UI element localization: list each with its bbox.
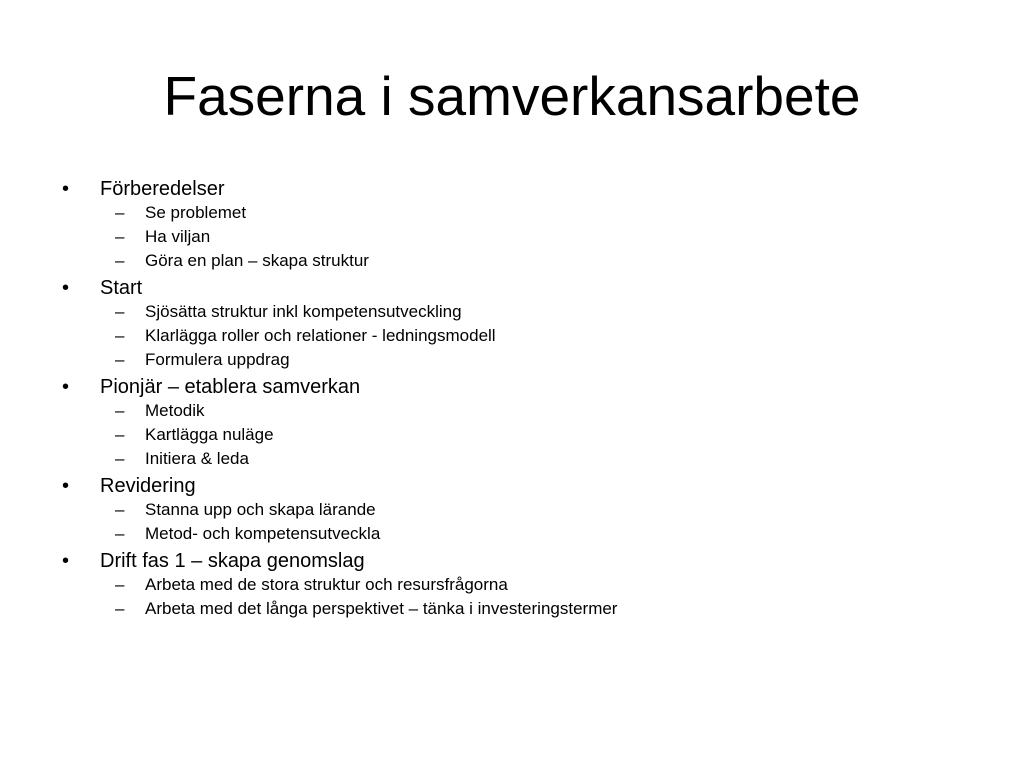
sub-marker: –: [115, 203, 125, 222]
sub-item: [100, 423, 962, 447]
bullet-marker: •: [62, 550, 70, 572]
sub-item: [100, 597, 962, 621]
sub-item: [100, 573, 962, 597]
sub-item: [100, 498, 962, 522]
sub-item-label: Arbeta med det långa perspektivet – tänka i investeringstermer: [145, 599, 618, 618]
sub-list: [100, 300, 962, 372]
sub-list: [100, 498, 962, 546]
bullet-label: Drift fas 1 – skapa genomslag: [100, 550, 365, 572]
sub-marker: –: [115, 251, 125, 270]
sub-list: [100, 573, 962, 621]
sub-item-label: Klarlägga roller och relationer - ledningsmodell: [145, 326, 496, 345]
sub-marker: –: [115, 401, 125, 420]
bullet-marker: •: [62, 376, 70, 398]
sub-marker: –: [115, 500, 125, 519]
bullet-marker: •: [62, 277, 70, 299]
bullet-marker: •: [62, 178, 70, 200]
sub-item-label: Metodik: [145, 401, 205, 420]
sub-marker: –: [115, 425, 125, 444]
sub-marker: –: [115, 302, 125, 321]
sub-item-label: Metod- och kompetensutveckla: [145, 524, 381, 543]
sub-item-label: Formulera uppdrag: [145, 350, 290, 369]
sub-marker: –: [115, 227, 125, 246]
bullet-label: Revidering: [100, 475, 196, 497]
sub-list: [100, 399, 962, 471]
sub-item: [100, 522, 962, 546]
sub-marker: –: [115, 575, 125, 594]
bullet-label: Pionjär – etablera samverkan: [100, 376, 361, 398]
bullet-item: [62, 276, 962, 372]
bullet-label: Start: [100, 277, 143, 299]
sub-marker: –: [115, 326, 125, 345]
sub-item: [100, 447, 962, 471]
sub-list: [100, 201, 962, 273]
sub-item-label: Se problemet: [145, 203, 247, 222]
sub-marker: –: [115, 350, 125, 369]
slide-title: Faserna i samverkansarbete: [163, 65, 861, 127]
sub-item: [100, 324, 962, 348]
sub-marker: –: [115, 524, 125, 543]
bullet-item: [62, 177, 962, 273]
bullet-list: [62, 177, 962, 621]
sub-item: [100, 348, 962, 372]
sub-item: [100, 249, 962, 273]
sub-item-label: Arbeta med de stora struktur och resursfrågorna: [145, 575, 508, 594]
sub-item-label: Göra en plan – skapa struktur: [145, 251, 369, 270]
sub-item-label: Sjösätta struktur inkl kompetensutveckling: [145, 302, 462, 321]
bullet-item: [62, 375, 962, 471]
sub-item: [100, 201, 962, 225]
sub-item: [100, 399, 962, 423]
bullet-marker: •: [62, 475, 70, 497]
sub-marker: –: [115, 599, 125, 618]
bullet-label: Förberedelser: [100, 178, 225, 200]
bullet-item: [62, 474, 962, 546]
sub-marker: –: [115, 449, 125, 468]
sub-item: [100, 225, 962, 249]
bullet-item: [62, 549, 962, 621]
sub-item: [100, 300, 962, 324]
sub-item-label: Initiera & leda: [145, 449, 249, 468]
sub-item-label: Kartlägga nuläge: [145, 425, 274, 444]
sub-item-label: Ha viljan: [145, 227, 211, 246]
sub-item-label: Stanna upp och skapa lärande: [145, 500, 376, 519]
